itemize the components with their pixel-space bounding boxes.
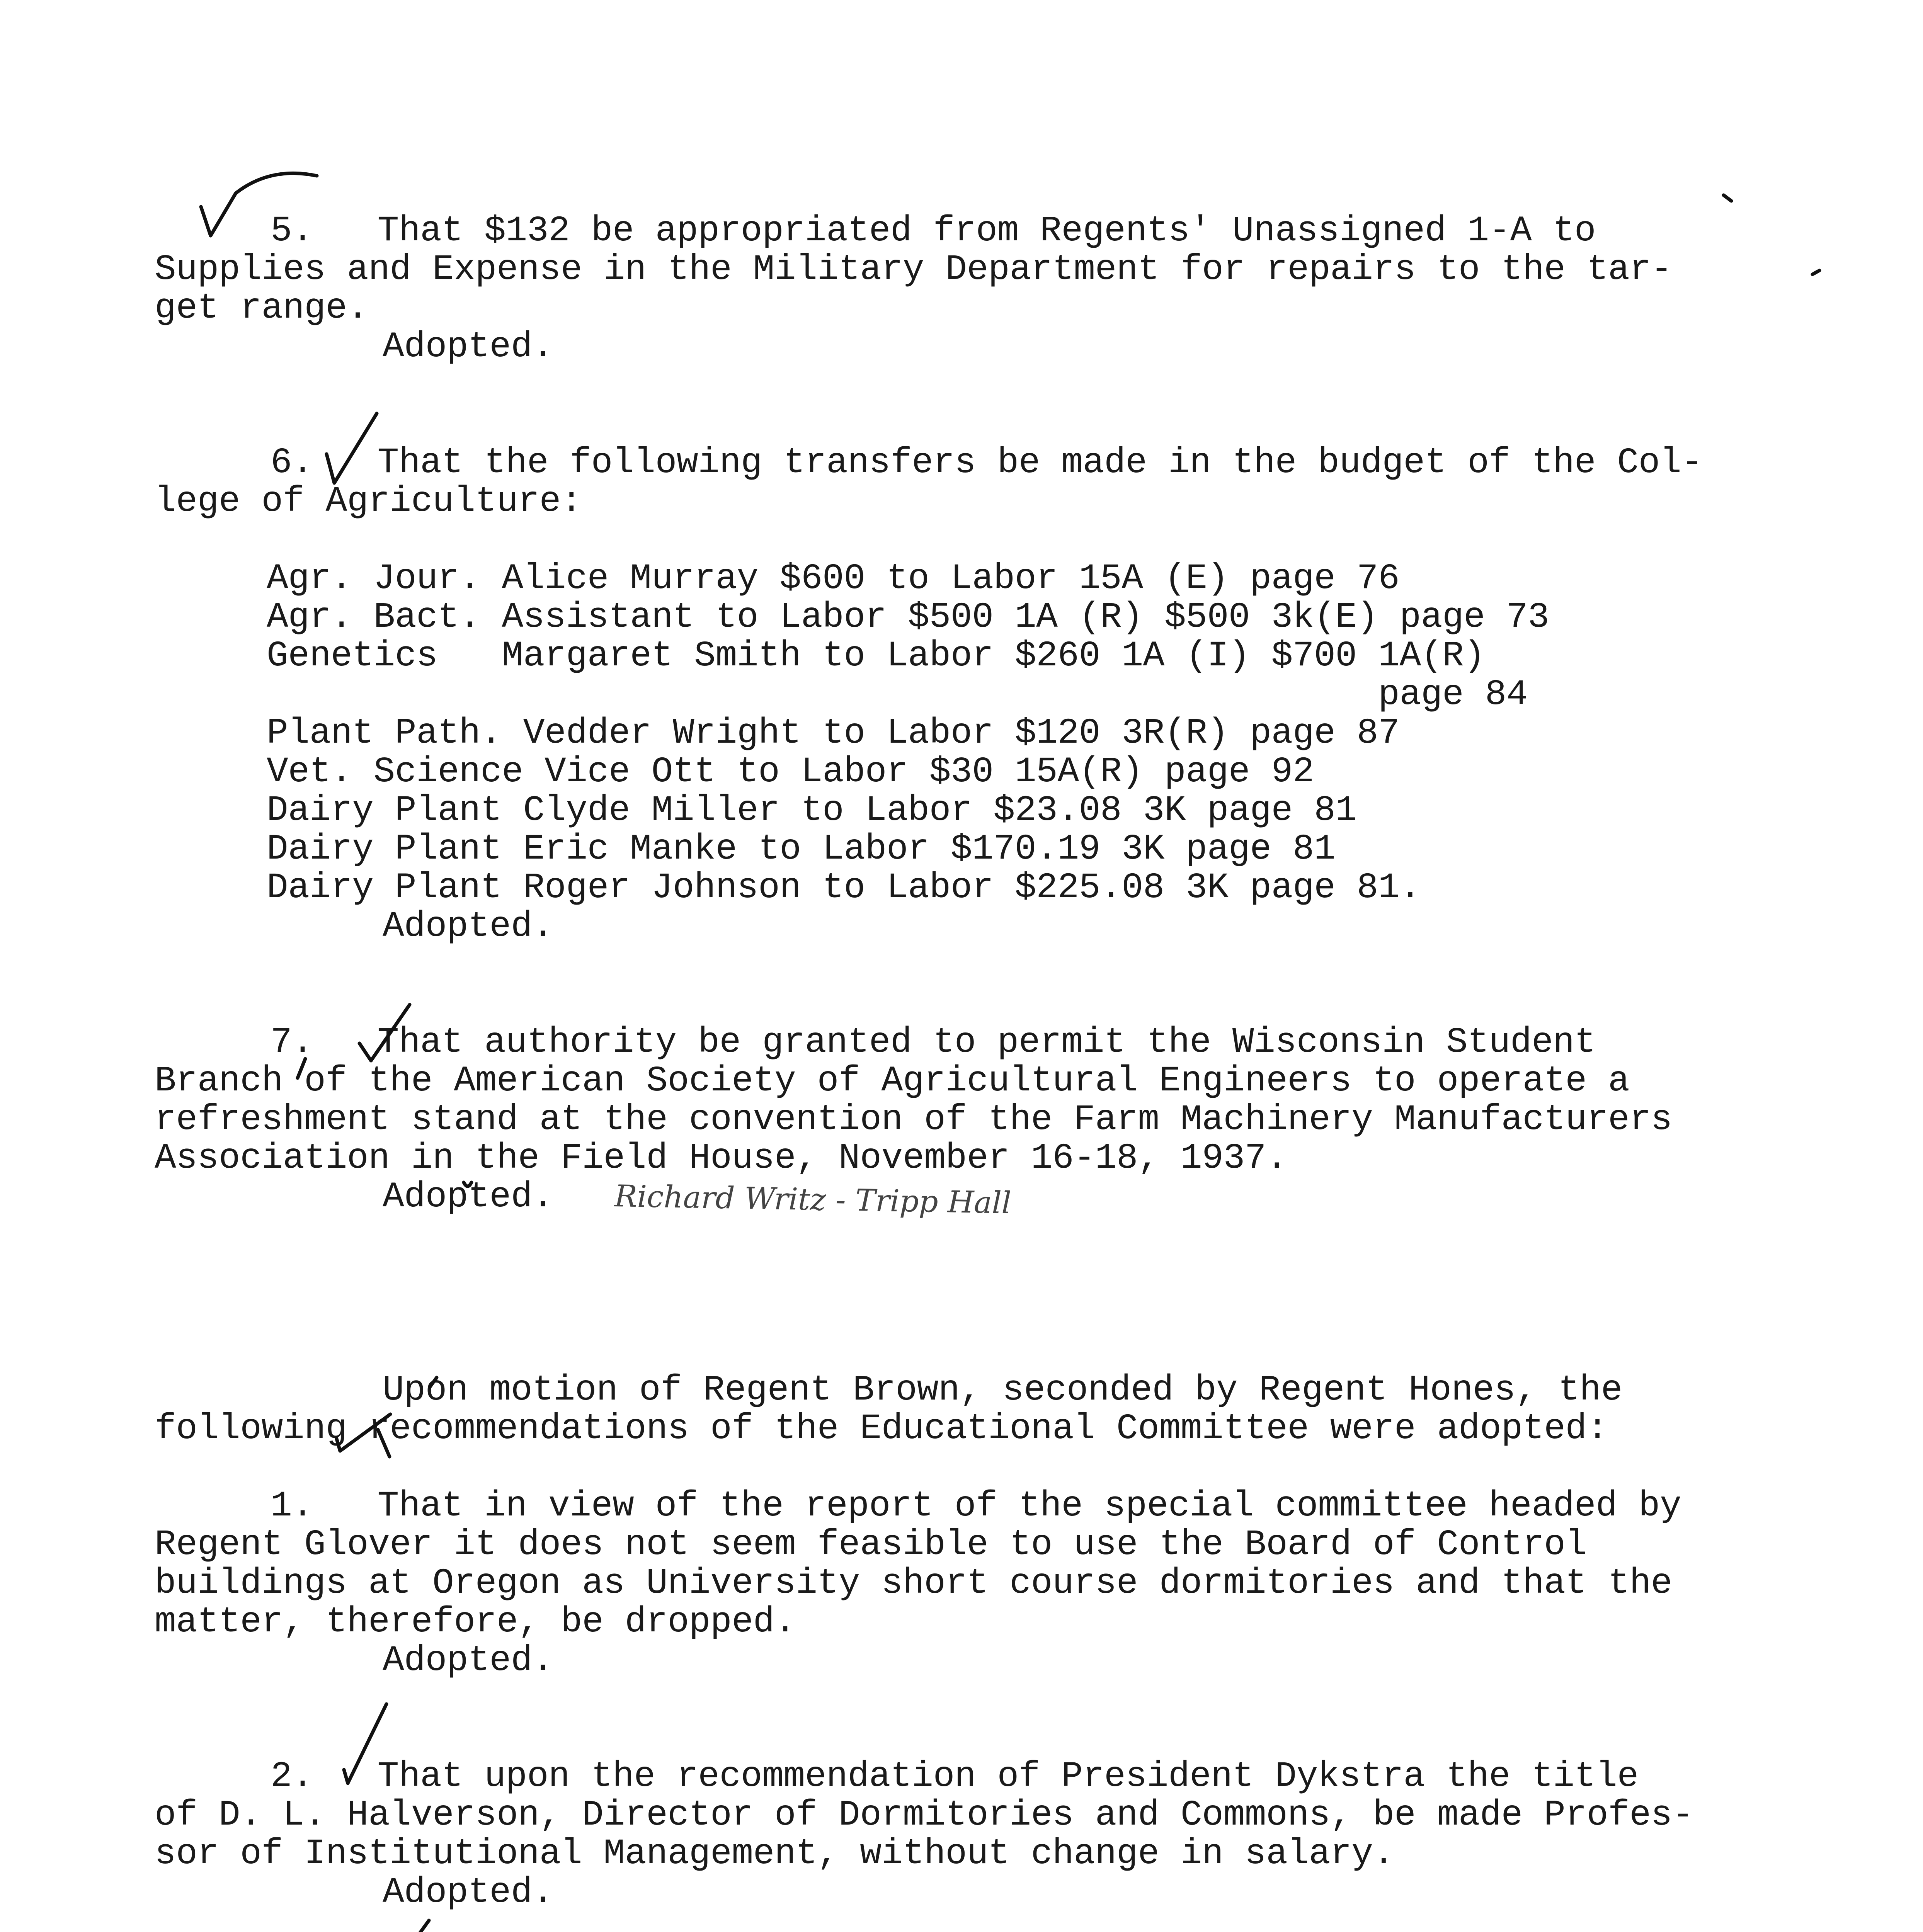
pen-stroke-icon: [378, 1430, 390, 1457]
item6-line1: 6. That the following transfers be made in the budget of the Col-: [271, 442, 1703, 483]
check-mark-icon: [327, 413, 377, 483]
edu2-adopted: Adopted.: [383, 1872, 554, 1913]
edu1-adopted: Adopted.: [383, 1640, 554, 1681]
transfer-line: Genetics Margaret Smith to Labor $260 1A (I) $700 1A(R): [267, 636, 1485, 676]
item7-line2: Branch of the American Society of Agricultural Engineers to operate a: [155, 1061, 1630, 1101]
item7-line4: Association in the Field House, November 16-18, 1937.: [155, 1138, 1288, 1179]
check-mark-icon: [356, 1920, 429, 1932]
item5-line1: 5. That $132 be appropriated from Regents' Unassigned 1-A to: [271, 211, 1596, 251]
item5-adopted: Adopted.: [383, 327, 554, 367]
pen-stroke-icon: [298, 1059, 305, 1078]
transfer-line: Agr. Bact. Assistant to Labor $500 1A (R) $500 3k(E) page 73: [267, 597, 1549, 638]
item7-adopted: Adopted.: [383, 1177, 554, 1217]
edu2-line2: of D. L. Halverson, Director of Dormitories and Commons, be made Profes-: [155, 1795, 1694, 1835]
transfer-line: Plant Path. Vedder Wright to Labor $120 3R(R) page 87: [267, 713, 1400, 753]
item7-line3: refreshment stand at the convention of the Farm Machinery Manufacturers: [155, 1099, 1672, 1140]
motion-line1: Upon motion of Regent Brown, seconded by Regent Hones, the: [383, 1370, 1622, 1410]
edu1-line2: Regent Glover it does not seem feasible to use the Board of Control: [155, 1524, 1587, 1565]
edu1-line3: buildings at Oregon as University short course dormitories and that the: [155, 1563, 1672, 1604]
edu1-line1: 1. That in view of the report of the special committee headed by: [271, 1486, 1681, 1526]
item6-line2: lege of Agriculture:: [155, 481, 582, 522]
transfer-line: Dairy Plant Roger Johnson to Labor $225.08 3K page 81.: [267, 867, 1421, 908]
transfer-line: Dairy Plant Clyde Miller to Labor $23.08 3K page 81: [267, 790, 1357, 831]
item5-line2: Supplies and Expense in the Military Department for repairs to the tar-: [155, 249, 1672, 290]
motion-line2: following recommendations of the Educational Committee were adopted:: [155, 1408, 1608, 1449]
edu1-line4: matter, therefore, be dropped.: [155, 1602, 796, 1642]
check-mark-icon: [359, 1005, 410, 1061]
transfer-line: page 84: [267, 674, 1528, 715]
transfer-line: Agr. Jour. Alice Murray $600 to Labor 15A (E) page 76: [267, 558, 1400, 599]
item7-line1: 7. That authority be granted to permit the Wisconsin Student: [271, 1022, 1596, 1063]
item6-adopted: Adopted.: [383, 906, 554, 947]
pen-stroke-icon: [464, 1182, 471, 1186]
check-mark-icon: [336, 1414, 390, 1451]
transfer-line: Vet. Science Vice Ott to Labor $30 15A(R) page 92: [267, 752, 1314, 792]
edu2-line3: sor of Institutional Management, without change in salary.: [155, 1833, 1394, 1874]
pen-stroke-icon: [430, 1378, 437, 1387]
item7-handwritten-note: Richard Writz - Tripp Hall: [614, 1179, 1012, 1221]
check-mark-icon: [344, 1704, 386, 1783]
transfer-line: Dairy Plant Eric Manke to Labor $170.19 3K page 81: [267, 829, 1336, 869]
edu2-line1: 2. That upon the recommendation of President Dykstra the title: [271, 1756, 1639, 1797]
item5-line3: get range.: [155, 288, 369, 328]
check-mark-icon: [201, 173, 317, 236]
pen-stroke-icon: [1812, 270, 1819, 274]
pen-stroke-icon: [1724, 195, 1731, 201]
